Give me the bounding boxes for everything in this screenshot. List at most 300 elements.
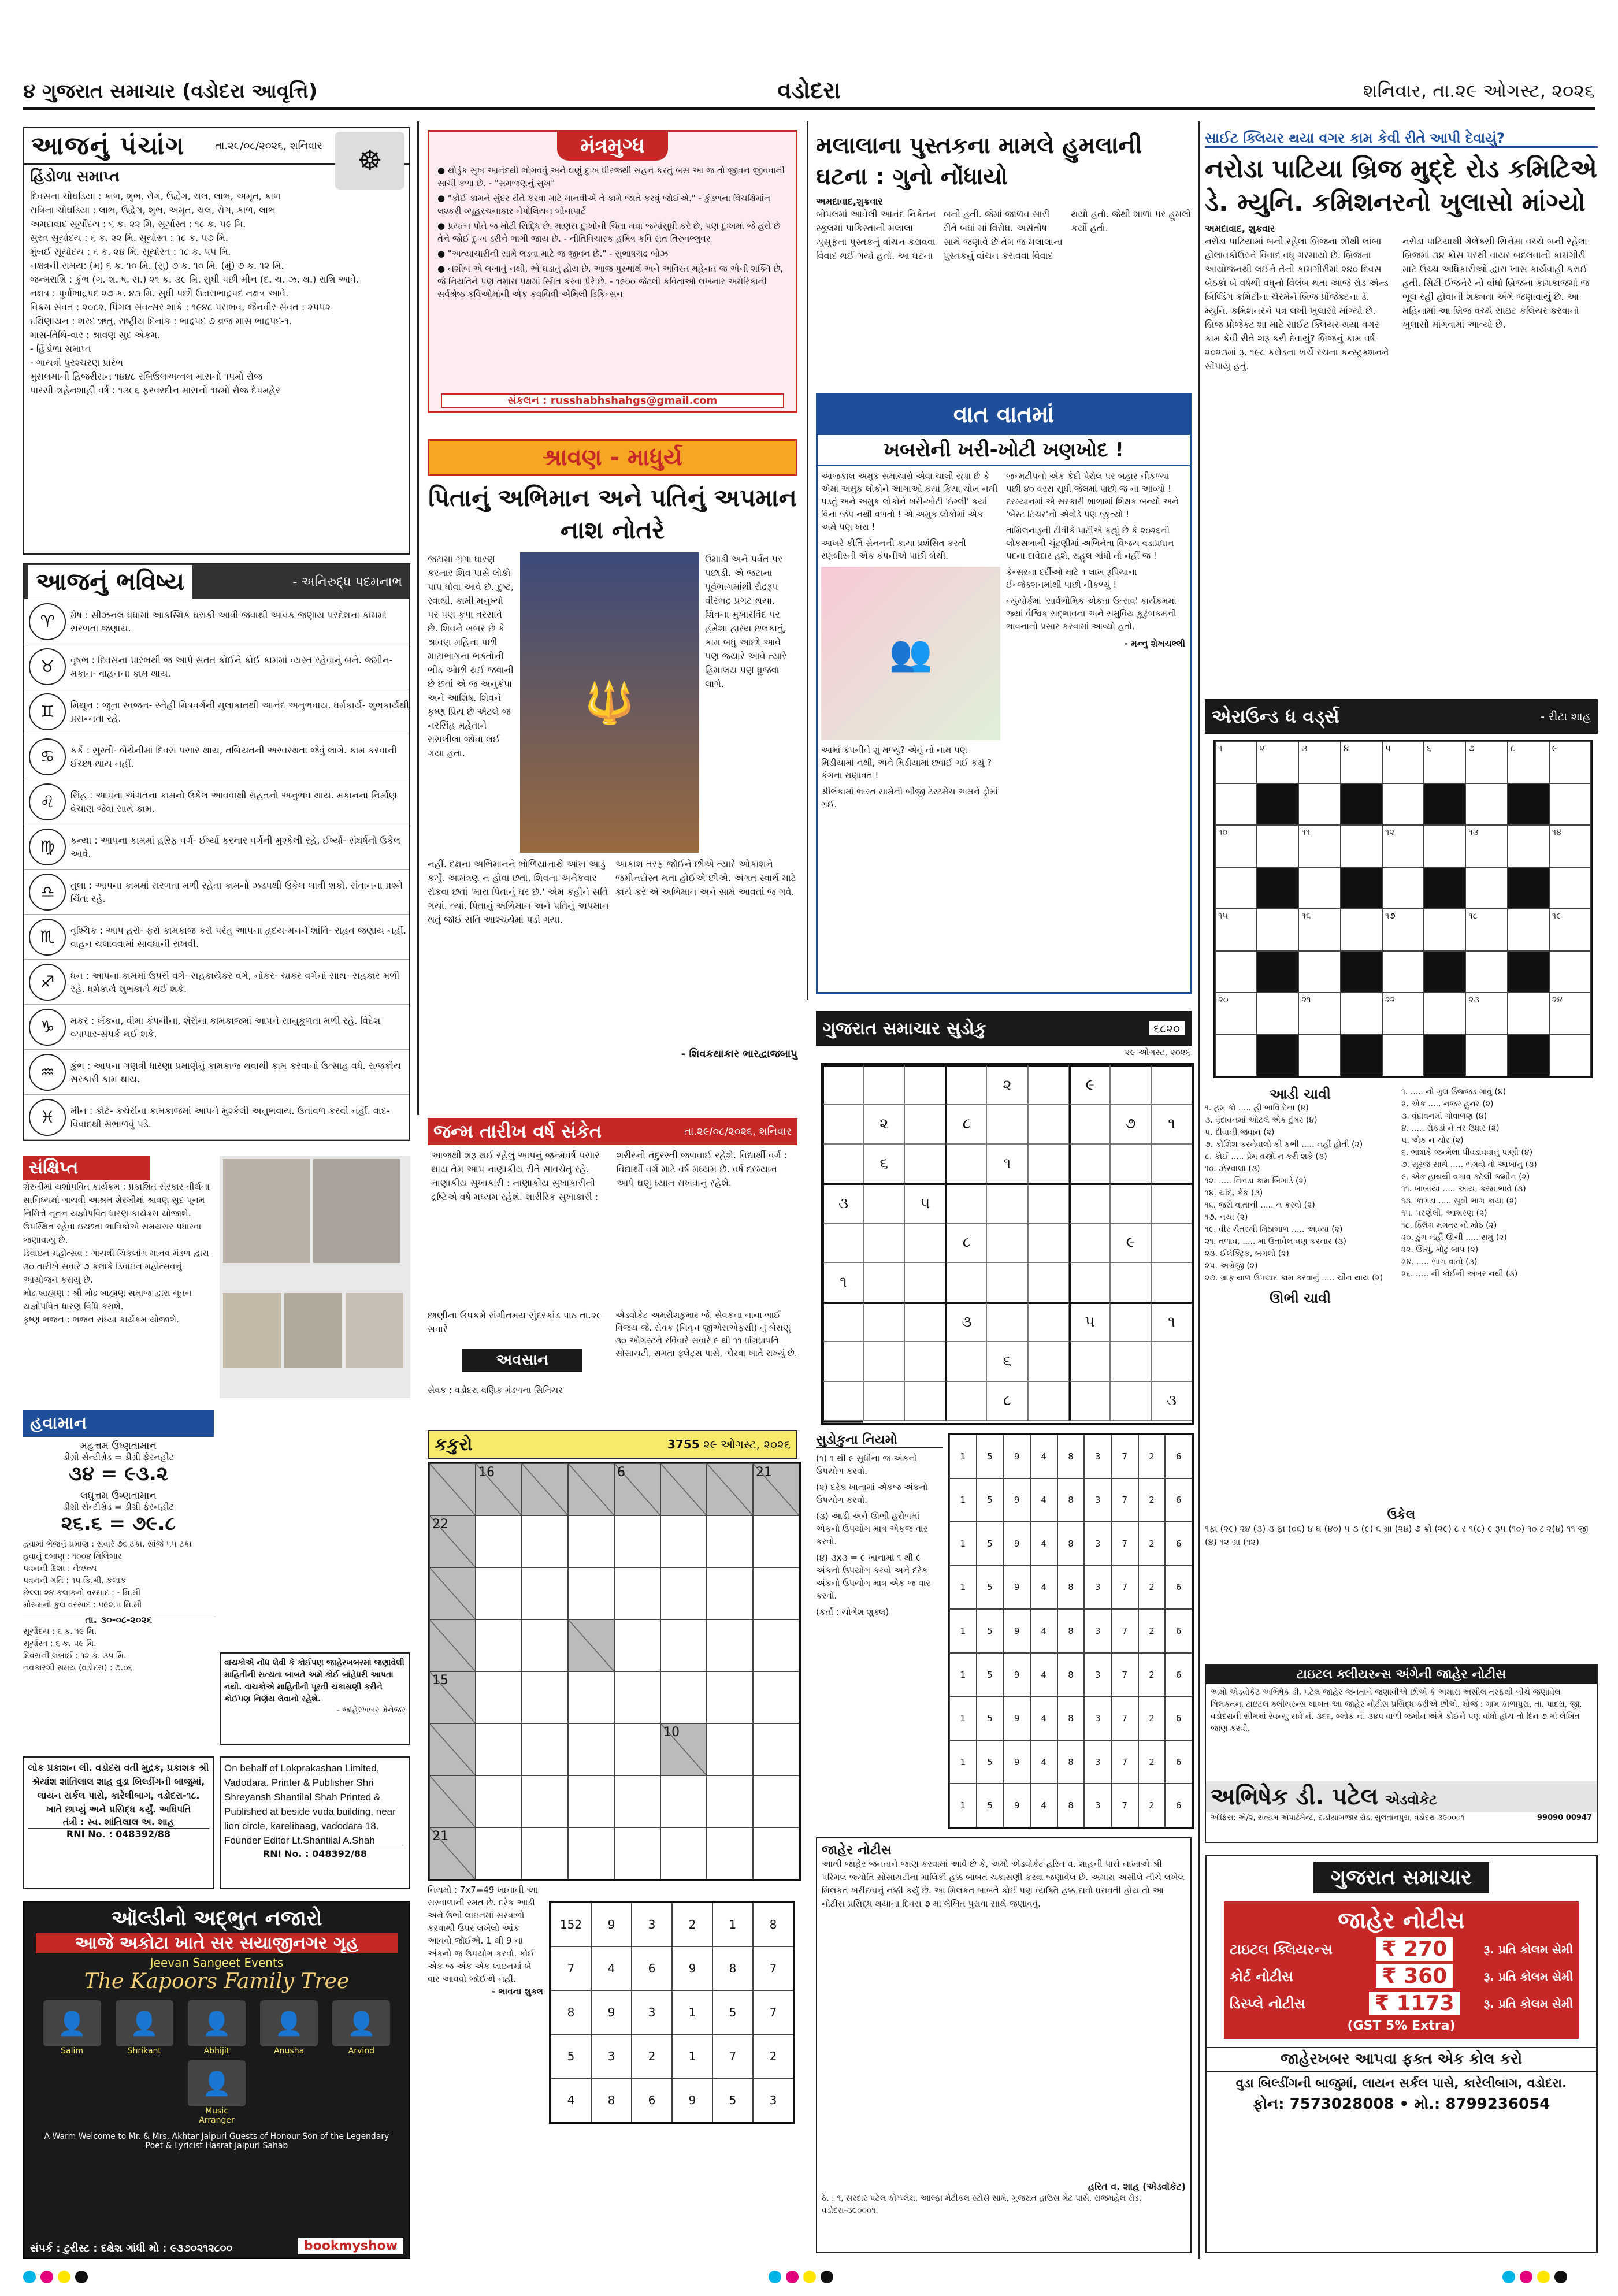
vaat-text4: તામિલનાડુની ટીવીકે પાર્ટીએ કહ્યું છે કે ૨૦૨૬ની લોકસભાની ચૂંટણીમાં અભિનેતા વિજય વડાપ્રધાન પદના દાવેદાર હશે, રાહુલ ગાંધી તો નહીં જ ! — [1006, 525, 1174, 561]
sudoku-solution-cell: 8 — [1057, 1696, 1085, 1740]
across-clue: ૧૯. વીર ચૈતરથી મિઠાબાળ ..... આવ્યા (૨) — [1205, 1225, 1343, 1234]
sudoku-cell[interactable] — [1110, 1302, 1151, 1342]
sudoku-cell[interactable]: ૧ — [1151, 1302, 1192, 1342]
sudoku-cell[interactable] — [1110, 1183, 1151, 1223]
answers-text: ૧ફા (૨૯) ૨૪ (૩) ૩ ફા (૦૬) ૪ ઘ (૪૦) ૫ ૩ (૯) ૬ ગ્રા (૨૪) ૭ ક્રો (૨૯) ૮ ર ૧(૮) ૯ રૂપ (૧૦) ૧૦ ઢ ૨(૪) ૧૧ જી (૪) ૧૨ ગ્રા (૧૨) — [1205, 1524, 1589, 1547]
sudoku-cell[interactable] — [822, 1065, 863, 1104]
crossword-cell[interactable]: ૧૬ — [1298, 909, 1340, 951]
sudoku-cell[interactable] — [904, 1381, 945, 1421]
crossword-cell[interactable] — [1508, 909, 1549, 951]
sudoku-cell[interactable] — [822, 1421, 863, 1423]
sudoku-cell[interactable]: ૧ — [986, 1144, 1027, 1183]
sudoku-cell[interactable] — [945, 1144, 986, 1183]
crossword-cell[interactable]: ૧૧ — [1298, 825, 1340, 867]
sudoku-cell[interactable] — [986, 1223, 1027, 1262]
kakuro-cell[interactable] — [476, 1619, 522, 1671]
down-clue: ૬. ભાષાકે જન્મેલા પીવડાવવાનું પાણી (૪) — [1401, 1148, 1533, 1157]
sudoku-cell[interactable] — [863, 1302, 904, 1342]
crossword-cell[interactable] — [1298, 951, 1340, 993]
sudoku-cell[interactable] — [822, 1342, 863, 1381]
sudoku-cell[interactable] — [1028, 1302, 1069, 1342]
vaat-text5: કેન્સરના દર્દીઓ માટે ૧ લાખ રૂપિયાના ઈન્જેક્શનમાંથી પાછી નીકળ્યું ! — [1006, 567, 1137, 590]
kakuro-cell[interactable] — [753, 1723, 799, 1775]
kakuro-cell[interactable] — [707, 1567, 753, 1619]
avsan-text: એડવોકેટ અમરીશકુમાર જે. સેવકના નાના ભાઈ વિજય જે. સેવક (નિવૃત્ત જીએસએફસી) નું બેસણું ૩૦ ઓગસ્ટને રવિવારે સવારે ૯ થી ૧૧ ધાંગધ્રાપતિ સોસાયટી, સમતા ફ્લેટ્સ પાસે, ગોરવા ખાતે રાખ્યું છે. — [615, 1310, 797, 1358]
sudoku-cell[interactable] — [904, 1144, 945, 1183]
crossword-cell[interactable]: ૨૦ — [1215, 993, 1257, 1035]
crossword-cell[interactable] — [1549, 1035, 1591, 1077]
crossword-cell[interactable]: ૬ — [1424, 741, 1465, 783]
crossword-cell[interactable]: ૨ — [1257, 741, 1298, 783]
panchang-line: વિક્રમ સંવત : ૨૦૮૨, પિંગલ સંવત્સર શાકે : ૧૯૪૮ પરાભવ, જૈનવીર સંવત : ૨૫૫૨ — [30, 302, 331, 313]
local-news-strip — [428, 1309, 797, 1424]
crossword-cell[interactable] — [1215, 1035, 1257, 1077]
sudoku-solution-cell: 4 — [1030, 1522, 1057, 1566]
kakuro-solution-cell: 9 — [591, 1990, 632, 2034]
shravan-col4: આકાશ તરફ જોઈને છીએ ત્યારે ઓકાશને જમીનદોસ્ત થતા હોઈએ છીએ. અંગત સ્વાર્થ માટે કાર્ય કરે એ અભિમાન અને સામે આવતાં જ ગર્વ. — [615, 859, 797, 897]
crossword-cell[interactable] — [1424, 825, 1465, 867]
kakuro-cell[interactable] — [614, 1619, 660, 1671]
kakuro-cell[interactable] — [522, 1775, 568, 1827]
sudoku-cell[interactable]: ૨ — [986, 1065, 1027, 1104]
sudoku-solution-cell: 4 — [1030, 1740, 1057, 1784]
vaat-text7: ન્યુયોર્કમાં 'સાર્વભૌમિક એકતા ઉત્સવ' કાર્યક્રમમાં જ્યાં વૈશ્વિક સદ્ભાવના અને સમુવિય કુટુંબકમની ભાવનાનો પ્રસાર કરવામાં આવ્યો હતો. — [1006, 596, 1177, 631]
sudoku-cell[interactable] — [822, 1223, 863, 1262]
rate-rows — [1230, 1937, 1573, 2015]
sudoku-cell[interactable] — [904, 1223, 945, 1262]
kakuro-cell[interactable] — [660, 1827, 707, 1879]
crossword-cell[interactable] — [1549, 783, 1591, 826]
kakuro-grid[interactable] — [428, 1462, 801, 1881]
event-show: The Kapoors Family Tree — [84, 1970, 350, 1993]
singer-card — [332, 2000, 390, 2056]
kakuro-solution-cell: 4 — [591, 1946, 632, 1990]
sun-line: સૂર્યોદય : ૬ ક. ૧૯ મિ. — [23, 1627, 97, 1636]
sudoku-cell[interactable] — [945, 1262, 986, 1302]
crossword-cell[interactable] — [1549, 867, 1591, 909]
crossword-cell[interactable] — [1382, 1035, 1424, 1077]
sudoku-cell[interactable] — [1151, 1262, 1192, 1302]
down-clue: ૫. એક ન ચોર (૨) — [1401, 1136, 1464, 1145]
kakuro-cell[interactable] — [476, 1515, 522, 1567]
sudoku-cell[interactable] — [904, 1302, 945, 1342]
event-bottom: A Warm Welcome to Mr. & Mrs. Akhtar Jaipuri Guests of Honour Son of the Legendary Poet & Lyricist Hasrat Jaipuri Sahab — [44, 2132, 389, 2150]
crossword-cell[interactable] — [1424, 993, 1465, 1035]
sudoku-cell[interactable] — [1069, 1144, 1110, 1183]
kakuro-rules — [428, 1883, 543, 2253]
mantra-section — [428, 130, 797, 413]
crossword-cell[interactable] — [1215, 783, 1257, 826]
kakuro-solution-cell: 6 — [632, 1946, 672, 1990]
bookmyshow-logo[interactable]: bookmyshow — [298, 2238, 403, 2254]
kakuro-cell[interactable] — [614, 1567, 660, 1619]
kakuro-clue-cell: 21 — [753, 1463, 799, 1515]
mantra-item: ● "અત્યાચારીની સામે લડવા માટે જ જીવન છે." - સુભાષચંદ્ર બોઝ — [437, 248, 669, 259]
kakuro-cell[interactable] — [660, 1671, 707, 1723]
sudoku-cell[interactable] — [863, 1342, 904, 1381]
event-contact: સંપર્ક : ટુરીસ્ટ : દક્ષેશ ગાંધી મો : ૯૩૭૦૨૧૨૮૦૦ — [30, 2242, 233, 2254]
sudoku-cell[interactable] — [986, 1262, 1027, 1302]
singer-list — [24, 1993, 409, 2132]
kakuro-cell[interactable] — [660, 1619, 707, 1671]
sudoku-cell[interactable]: ૫ — [1069, 1302, 1110, 1342]
kakuro-cell[interactable] — [476, 1671, 522, 1723]
sudoku-solution-cell: 7 — [1111, 1696, 1138, 1740]
shravan-col1: જટામાં ગંગા ધારણ કરનાર શિવ પાસે લોકો પાપ ધોવા આવે છે. દુષ્ટ, સ્વાર્થી, કામી મનુષ્યો પર પણ કૃપા વરસાવે છે. શિવને ખબર છે કે શ્રાવણ મહિના પછી માટાભાગના ભક્તોની ભીડ ઓછી થઈ જવાની છે છતાં એ જ અનુકંપા અને આશિષ. શિવને કૃષ્ણ પ્રિય છે એટલે જ નરસિંહ મહેતાને રાસલીલા જોવા લઈ ગયા હતા. — [428, 553, 514, 759]
crossword-cell[interactable] — [1257, 909, 1298, 951]
across-clue: ૨૭. ગ્રાફ થાળ ઉપલાદ કામ કરવાનું ..... ચીન થાય (૨) — [1205, 1273, 1383, 1283]
sudoku-cell[interactable] — [822, 1104, 863, 1143]
ganesha-icon: ☸ — [335, 132, 404, 190]
crossword-cell[interactable] — [1298, 783, 1340, 826]
panchang-line: રાત્રિના ચોઘડિયા : લાભ, ઉદ્વેગ, શુભ, અમૃત, ચલ, રોગ, કાળ, લાભ — [30, 205, 276, 216]
sudoku-cell[interactable] — [822, 1381, 863, 1421]
sudoku-grid[interactable] — [821, 1063, 1194, 1425]
sudoku-cell[interactable] — [1110, 1065, 1151, 1104]
kakuro-cell[interactable] — [707, 1515, 753, 1567]
kakuro-cell[interactable] — [568, 1775, 614, 1827]
vaat-headline: ખબરોની ખરી-ખોટી ખણખોદ ! — [818, 435, 1190, 466]
sudoku-cell[interactable] — [1151, 1183, 1192, 1223]
sudoku-cell[interactable] — [822, 1144, 863, 1183]
crossword-cell[interactable]: ૨૧ — [1298, 993, 1340, 1035]
crossword-cell[interactable]: ૧ — [1215, 741, 1257, 783]
kakuro-solution-cell: 5 — [712, 2078, 753, 2122]
shravan-section — [428, 439, 797, 1109]
crossword-cell[interactable] — [1341, 825, 1382, 867]
sudoku-solution-cell: 2 — [1138, 1784, 1166, 1827]
kakuro-solution-cell: 1 — [672, 2034, 712, 2078]
crossword-block — [1257, 1035, 1298, 1077]
kakuro-cell[interactable] — [568, 1671, 614, 1723]
kakuro-solution-cell: 3 — [632, 1903, 672, 1946]
crossword-cell[interactable] — [1508, 825, 1549, 867]
crossword-cell[interactable]: ૧૫ — [1215, 909, 1257, 951]
sudoku-cell[interactable] — [904, 1065, 945, 1104]
sudoku-cell[interactable] — [1028, 1144, 1069, 1183]
zodiac-icon: ♐ — [29, 964, 66, 1001]
sudoku-cell[interactable]: ૮ — [945, 1104, 986, 1143]
crossword-cell[interactable]: ૨૨ — [1382, 993, 1424, 1035]
sudoku-cell[interactable] — [863, 1381, 904, 1421]
panchang-title: આજનું પંચાંગ — [24, 131, 192, 161]
kakuro-cell[interactable] — [522, 1723, 568, 1775]
kakuro-rules-text: નિયમો : 7x7=49 ખાનાની આ સરવાળાની રમત છે. દરેક આડી અને ઉભી લાઇનમાં સરવાળો કરવાથી ઉપર લખેલો આંક આવવો જોઈએ. 1 થી 9 ના અંકનો જ ઉપયોગ કરવો. કોઈ એક જ અંક એક લાઇનમાં બે વાર આવવો જોઈએ નહીં. — [428, 1885, 538, 1984]
sudoku-solution-cell: 8 — [1057, 1566, 1085, 1610]
kakuro-cell[interactable] — [522, 1619, 568, 1671]
birthday-text: આજથી શરૂ થઈ રહેલું આપનું જન્મવર્ષ પસાર થાય તેમ આપ નાણાકીય રીતે સાવચેતું રહે. નાણાકીય સુખાકારી : નાણાકીય સુખાકારીની દ્રષ્ટિએ વર્ષ મધ્યમ રહેશે. શારીરિક સુખાકારી : શરીરની તંદુરસ્તી જળવાઈ રહેશે. વિદ્યાર્થી વર્ગ : વિદ્યાર્થી વર્ગ માટે વર્ષ મધ્યમ છે. વર્ષ દરમ્યાન આપે ઘણું ધ્યાન રાખવાનું રહેશે. — [431, 1150, 788, 1202]
crossword-cell[interactable] — [1341, 909, 1382, 951]
singer-card — [43, 2000, 101, 2056]
crossword-cell[interactable] — [1424, 909, 1465, 951]
panchang-date: તા.૨૯/૦૮/૨૦૨૬, શનિવાર — [215, 139, 322, 152]
crossword-cell[interactable] — [1382, 783, 1424, 826]
crossword-cell[interactable]: ૧૩ — [1465, 825, 1507, 867]
sudoku-cell[interactable]: ૩ — [1151, 1381, 1192, 1421]
kakuro-cell[interactable] — [476, 1775, 522, 1827]
sudoku-solution-cell: 3 — [1084, 1653, 1111, 1697]
sudoku-cell[interactable] — [1069, 1262, 1110, 1302]
sudoku-header — [816, 1011, 1192, 1046]
kakuro-cell[interactable] — [660, 1567, 707, 1619]
sudoku-cell[interactable] — [1110, 1262, 1151, 1302]
publisher-gu-editor: તંત્રી : સ્વ. શાંતિલાલ અ. શાહ — [62, 1816, 175, 1827]
sudoku-cell[interactable]: ૮ — [945, 1223, 986, 1262]
crossword-cell[interactable] — [1257, 825, 1298, 867]
photo-placeholder — [284, 1293, 342, 1368]
sudoku-rule: (૩) આડી અને ઊભી હરોળમાં એકનો ઉપયોગ માત્ર એકજ વાર કરવો. — [816, 1511, 928, 1547]
down-clue: ૨૪. ..... ભાગ વાતો (૩) — [1401, 1257, 1478, 1266]
across-clue: ૭. કોશિશ કરનેવાલો કી કભી ..... નહીં હોતી (૨) — [1205, 1140, 1363, 1149]
kakuro-cell[interactable] — [476, 1723, 522, 1775]
kakuro-solution-cell: 7 — [551, 1946, 591, 1990]
crossword-cell[interactable] — [1465, 1035, 1507, 1077]
ad-contact-line: જાહેરખબર આપવા ફક્ત એક કોલ કરો — [1207, 2047, 1596, 2072]
mantra-title: મંત્રમુગ્ધ — [557, 132, 668, 161]
kakuro-cell[interactable] — [614, 1515, 660, 1567]
down-clue: ૨. એક ..... નજર હુનર (૨) — [1401, 1099, 1494, 1109]
sudoku-cell[interactable] — [1028, 1223, 1069, 1262]
crossword-cell[interactable] — [1382, 867, 1424, 909]
weather-lines — [23, 1539, 214, 1611]
kakuro-cell[interactable] — [660, 1775, 707, 1827]
kakuro-cell[interactable] — [707, 1723, 753, 1775]
sudoku-cell[interactable] — [1028, 1065, 1069, 1104]
sudoku-cell[interactable]: ૯ — [1069, 1065, 1110, 1104]
sudoku-rule: (કર્તા : યોગેશ શુક્લ) — [816, 1607, 889, 1617]
sudoku-cell[interactable] — [1069, 1183, 1110, 1223]
page-label: ૪ ગુજરાત સમાચાર (વડોદરા આવૃત્તિ) — [23, 80, 318, 103]
horoscope-text: મેષ : સીઝનલ ધંધામાં આકસ્મિક ઘરાકી આવી જવાથી આવક જણાય પરદેશના કામમાં સરળતા જણાય. — [70, 609, 387, 634]
kakuro-clue-cell — [429, 1775, 476, 1827]
sudoku-solution-cell: 8 — [1057, 1653, 1085, 1697]
shravan-col3: નહીં. દક્ષના અભિમાનને ભોળિયાનાથે આંખ આડું કર્યું. આમંત્રણ ન હોવા છતાં, શિવના અનેકવાર રોકવા છતાં 'મારા પિતાનું ઘર છે.' એમ કહીને સતિ ગયાં. ત્યાં, પિતાનું અભિમાન અને પતિનું અપમાન થતું જોઈ સતિ આશ્ચર્યમાં પડી ગયા. — [428, 859, 609, 925]
sudoku-cell[interactable] — [904, 1104, 945, 1143]
sudoku-cell[interactable]: ૨ — [863, 1104, 904, 1143]
kakuro-solution-cell: 152 — [551, 1903, 591, 1946]
min-unit: ડીગ્રી સેન્ટીગ્રેડ = ડીગ્રી ફેરનહીટ — [62, 1502, 175, 1512]
rate-row — [1230, 1992, 1573, 2015]
sudoku-cell[interactable]: ૫ — [904, 1183, 945, 1223]
sudoku-cell[interactable]: ૯ — [1110, 1223, 1151, 1262]
sudoku-solution-cell: 3 — [1084, 1566, 1111, 1610]
sudoku-cell[interactable] — [1110, 1144, 1151, 1183]
across-clue: ૧. હમ કો ..... હી ભાવિ દેના (૪) — [1205, 1104, 1309, 1113]
across-title: આડી ચાવી — [1270, 1086, 1331, 1102]
crossword-cell[interactable] — [1298, 1035, 1340, 1077]
crossword-cell[interactable] — [1549, 951, 1591, 993]
crossword-cell[interactable] — [1298, 867, 1340, 909]
crossword-cell[interactable]: ૨૪ — [1549, 993, 1591, 1035]
kakuro-solution-cell: 1 — [672, 1990, 712, 2034]
panchang-line: પારસી શહેનશાહી વર્ષ : ૧૩૯૬ ફરવરદીન માસનો ૧૪મો રોજ દેપમહેર — [30, 385, 281, 396]
sudoku-cell[interactable]: ૬ — [863, 1144, 904, 1183]
sudoku-solution-cell: 6 — [1165, 1566, 1192, 1610]
sudoku-cell[interactable] — [863, 1183, 904, 1223]
crossword-cell[interactable] — [1465, 951, 1507, 993]
kakuro-solution-cell: 2 — [753, 2034, 793, 2078]
sudoku-cell[interactable] — [1151, 1223, 1192, 1262]
sudoku-solution-cell: 8 — [1057, 1522, 1085, 1566]
sudoku-solution-cell: 5 — [977, 1435, 1004, 1478]
kakuro-cell[interactable] — [707, 1827, 753, 1879]
photo-placeholder — [223, 1293, 281, 1368]
sudoku-cell[interactable] — [986, 1183, 1027, 1223]
crossword-cell[interactable]: ૮ — [1508, 741, 1549, 783]
kakuro-cell[interactable] — [707, 1619, 753, 1671]
sudoku-cell[interactable] — [904, 1342, 945, 1381]
kakuro-cell[interactable] — [476, 1827, 522, 1879]
sudoku-cell[interactable]: ૩ — [945, 1302, 986, 1342]
crossword-cell[interactable]: ૫ — [1382, 741, 1424, 783]
crossword-cell[interactable] — [1465, 783, 1507, 826]
crossword-cell[interactable]: ૧૭ — [1382, 909, 1424, 951]
sudoku-cell[interactable] — [1028, 1381, 1069, 1421]
sudoku-cell[interactable] — [1069, 1381, 1110, 1421]
sudoku-cell[interactable]: ૬ — [986, 1342, 1027, 1381]
kakuro-cell[interactable] — [614, 1827, 660, 1879]
sudoku-cell[interactable] — [1069, 1104, 1110, 1143]
kakuro-cell[interactable] — [476, 1567, 522, 1619]
sudoku-cell[interactable]: ૧ — [822, 1262, 863, 1302]
kakuro-cell[interactable] — [522, 1827, 568, 1879]
kakuro-author: - ભાવના શુક્લ — [492, 1986, 543, 1997]
sudoku-cell[interactable] — [945, 1065, 986, 1104]
kakuro-cell[interactable] — [753, 1515, 799, 1567]
singer-photo: 👤 — [43, 2000, 101, 2046]
kakuro-cell[interactable] — [568, 1567, 614, 1619]
crossword-cell[interactable] — [1215, 951, 1257, 993]
sudoku-solution-cell: 8 — [1057, 1478, 1085, 1522]
panchang-line: દક્ષિણાયન : શરદ ઋતુ, રાષ્ટ્રીય દિનાંક : ભાદ્રપદ ૭ વ્રજ માસ ભાદ્રપદ-૧. — [30, 315, 292, 326]
down-clue: ૨૦. ઠુંગ નહીં ઊંચી ..... સમું (૨) — [1401, 1233, 1507, 1242]
sudoku-cell[interactable]: ૩ — [822, 1183, 863, 1223]
sudoku-cell[interactable] — [822, 1302, 863, 1342]
crossword-cell[interactable]: ૩ — [1298, 741, 1340, 783]
event-title2: આજે અકોટા ખાતે સર સયાજીનગર ગૃહ — [36, 1933, 398, 1953]
kakuro-cell[interactable] — [522, 1515, 568, 1567]
down-title: ઊભી ચાવી — [1269, 1290, 1331, 1306]
sudoku-cell[interactable] — [1028, 1183, 1069, 1223]
kakuro-solution-cell: 8 — [551, 1990, 591, 2034]
across-clue: ૮. કોઈ ..... પ્રેમ વસ્ત્રો ન કરી શકે (૩) — [1205, 1152, 1327, 1161]
crossword-cell[interactable]: ૭ — [1465, 741, 1507, 783]
crossword-grid[interactable] — [1214, 740, 1593, 1078]
kakuro-solution-cell: 9 — [672, 1946, 712, 1990]
kakuro-cell[interactable] — [568, 1515, 614, 1567]
crossword-cell[interactable]: ૨૩ — [1465, 993, 1507, 1035]
singer-card — [116, 2000, 173, 2056]
kakuro-cell[interactable] — [707, 1671, 753, 1723]
sudoku-solution-cell: 6 — [1165, 1696, 1192, 1740]
kakuro-cell[interactable] — [707, 1775, 753, 1827]
sudoku-cell[interactable] — [863, 1065, 904, 1104]
sudoku-cell[interactable] — [904, 1262, 945, 1302]
sudoku-cell[interactable] — [1028, 1262, 1069, 1302]
kakuro-cell[interactable] — [614, 1723, 660, 1775]
sudoku-cell[interactable] — [1110, 1342, 1151, 1381]
sudoku-cell[interactable] — [986, 1104, 1027, 1143]
kakuro-solution-cell: 3 — [753, 2078, 793, 2122]
kakuro-cell[interactable] — [753, 1827, 799, 1879]
bridge-kicker: સાઈટ ક્લિયર થયા વગર કામ કેવી રીતે આપી દેવાયું? — [1205, 130, 1598, 148]
crossword-cell[interactable]: ૧૮ — [1465, 909, 1507, 951]
crossword-cell[interactable]: ૧૨ — [1382, 825, 1424, 867]
sudoku-cell[interactable] — [945, 1381, 986, 1421]
sudoku-cell[interactable] — [1110, 1381, 1151, 1421]
crossword-cell[interactable] — [1341, 993, 1382, 1035]
sun-line: દિવસની લંબાઈ : ૧૨ ક. ૩૫ મિ. — [23, 1651, 127, 1660]
sudoku-cell[interactable] — [863, 1262, 904, 1302]
kakuro-cell[interactable] — [614, 1775, 660, 1827]
crossword-cell[interactable]: ૯ — [1549, 741, 1591, 783]
sudoku-cell[interactable] — [986, 1302, 1027, 1342]
crossword-block — [1424, 783, 1465, 826]
vaat-sign: - મન્નુ શેખચલ્લી — [1124, 638, 1185, 649]
horoscope-text: વૃશ્ચિક : આપ હરો- ફરો કામકાજ કરો પરંતુ આપના હૃદય-મનને શાંતિ- રાહત જણાય નહીં. વાહન ચલાવવામાં સાવધાની રાખવી. — [70, 924, 406, 949]
crossword-title: એરાઉન્ડ ધ વર્ડ્સ — [1212, 705, 1339, 727]
publisher-gu-rni: RNI No. : 048392/88 — [28, 1828, 209, 1840]
sudoku-solution-cell: 7 — [1111, 1609, 1138, 1653]
kakuro-cell[interactable] — [568, 1723, 614, 1775]
crossword-cell[interactable] — [1382, 951, 1424, 993]
sudoku-solution-cell: 9 — [1003, 1435, 1030, 1478]
sudoku-cell[interactable]: ૭ — [1110, 1104, 1151, 1143]
sudoku-cell[interactable] — [1151, 1342, 1192, 1381]
vaat-text6: આમાં કંપનીને શું મળ્યું? એનું તો નામ પણ મિડીયામાં નથી, અને મિડીયામાં છવાઈ ગઈ કયું ? કંગના રાણાવત ! — [821, 745, 992, 781]
crossword-cell[interactable] — [1508, 993, 1549, 1035]
zodiac-icon: ♍ — [29, 829, 66, 865]
panchang-line: મુંબઈ સૂર્યોદય : ૬ ક. ૨૪ મિ. સૂર્યાસ્ત : ૧૮ ક. ૫૫ મિ. — [30, 246, 231, 257]
horoscope-row — [24, 915, 409, 960]
sudoku-cell[interactable] — [1151, 1144, 1192, 1183]
kakuro-solution-cell: 7 — [753, 1990, 793, 2034]
sudoku-solution-cell: 1 — [949, 1740, 977, 1784]
sudoku-cell[interactable] — [1028, 1342, 1069, 1381]
kakuro-cell[interactable] — [568, 1827, 614, 1879]
sudoku-cell[interactable]: ૧ — [1151, 1104, 1192, 1143]
kakuro-cell[interactable] — [660, 1515, 707, 1567]
kakuro-cell[interactable] — [614, 1671, 660, 1723]
sudoku-cell[interactable] — [945, 1183, 986, 1223]
sudoku-cell[interactable]: ૮ — [986, 1381, 1027, 1421]
kakuro-cell[interactable] — [753, 1671, 799, 1723]
crossword-cell[interactable]: ૧૯ — [1549, 909, 1591, 951]
sudoku-cell[interactable] — [863, 1223, 904, 1262]
sudoku-cell[interactable] — [1069, 1342, 1110, 1381]
kakuro-solution-cell: 1 — [712, 1903, 753, 1946]
sudoku-cell[interactable] — [1151, 1065, 1192, 1104]
crossword-cell[interactable] — [1257, 993, 1298, 1035]
kakuro-cell[interactable] — [522, 1567, 568, 1619]
sudoku-cell[interactable] — [945, 1342, 986, 1381]
crossword-cell[interactable] — [1465, 867, 1507, 909]
kakuro-cell[interactable] — [522, 1671, 568, 1723]
singer-name: Salim — [61, 2046, 84, 2056]
crossword-cell[interactable]: ૧૦ — [1215, 825, 1257, 867]
across-clue: ૨૫. અંગ્રેજી (૨) — [1205, 1261, 1258, 1270]
crossword-cell[interactable]: ૧૪ — [1549, 825, 1591, 867]
kakuro-cell[interactable] — [753, 1619, 799, 1671]
crossword-cell[interactable] — [1215, 867, 1257, 909]
sudoku-cell[interactable] — [1028, 1104, 1069, 1143]
crossword-cell[interactable]: ૪ — [1341, 741, 1382, 783]
publisher-gu-text: લોક પ્રકાશન લી. વડોદરા વતી મુદ્રક, પ્રકાશક શ્રી શ્રેયાંશ શાંતિલાલ શાહ વુડા બિલ્ડીંગની બાજુમાં, લાયન સર્કલ પાસે, કારેલીબાગ, વડોદરા-૧૮. ખાતે છાપ્યું અને પ્રસિદ્ધ કર્યું. અધિપતિ — [28, 1762, 209, 1815]
kakuro-cell[interactable] — [753, 1567, 799, 1619]
sudoku-cell[interactable] — [1069, 1223, 1110, 1262]
shravan-col2: ઉમાડી અને પર્વત પર પછાડી. એ જટાના પૂર્વભાગમાંથી રૌદ્રરૂપ વીરભદ્ર પ્રગટ થયા. શિવના મુખારવિંદ પર હંમેશા હાસ્ય છલકાતું, કામ બધું આછો આવે પણ જ્યારે આવે ત્યારે હિમાલય પણ ધ્રુજવા લાગે. — [705, 553, 787, 689]
kakuro-cell[interactable] — [753, 1775, 799, 1827]
